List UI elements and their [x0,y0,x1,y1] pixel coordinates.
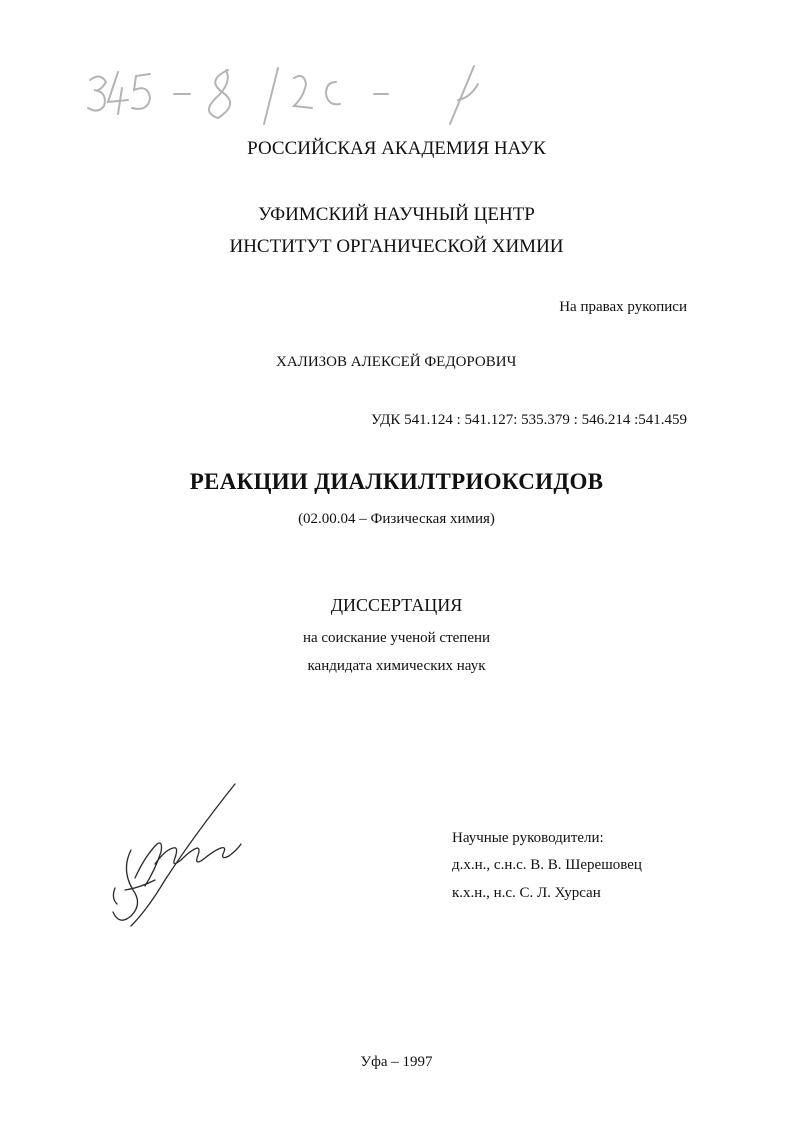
supervisor-2: к.х.н., н.с. С. Л. Хурсан [452,885,601,901]
author-signature [95,780,255,930]
author-name: ХАЛИЗОВ АЛЕКСЕЙ ФЕДОРОВИЧ [276,354,517,370]
manuscript-note: На правах рукописи [559,299,687,315]
supervisor-1: д.х.н., с.н.с. В. В. Шерешовец [452,857,642,873]
specialty-code: (02.00.04 – Физическая химия) [298,511,495,527]
dissertation-heading: ДИССЕРТАЦИЯ [330,595,463,615]
dissertation-title: РЕАКЦИИ ДИАЛКИЛТРИОКСИДОВ [189,469,604,494]
degree-line-1: на соискание ученой степени [302,630,491,646]
institute-name: ИНСТИТУТ ОРГАНИЧЕСКОЙ ХИМИИ [229,236,564,257]
scientific-center-name: УФИМСКИЙ НАУЧНЫЙ ЦЕНТР [258,204,535,225]
udc-code: УДК 541.124 : 541.127: 535.379 : 546.214 :541.459 [370,412,687,428]
academy-name: РОССИЙСКАЯ АКАДЕМИЯ НАУК [247,138,546,159]
place-and-year: Уфа – 1997 [360,1054,433,1070]
handwritten-archive-number [78,60,508,130]
degree-line-2: кандидата химических наук [307,658,486,674]
supervisors-heading: Научные руководители: [452,830,604,846]
